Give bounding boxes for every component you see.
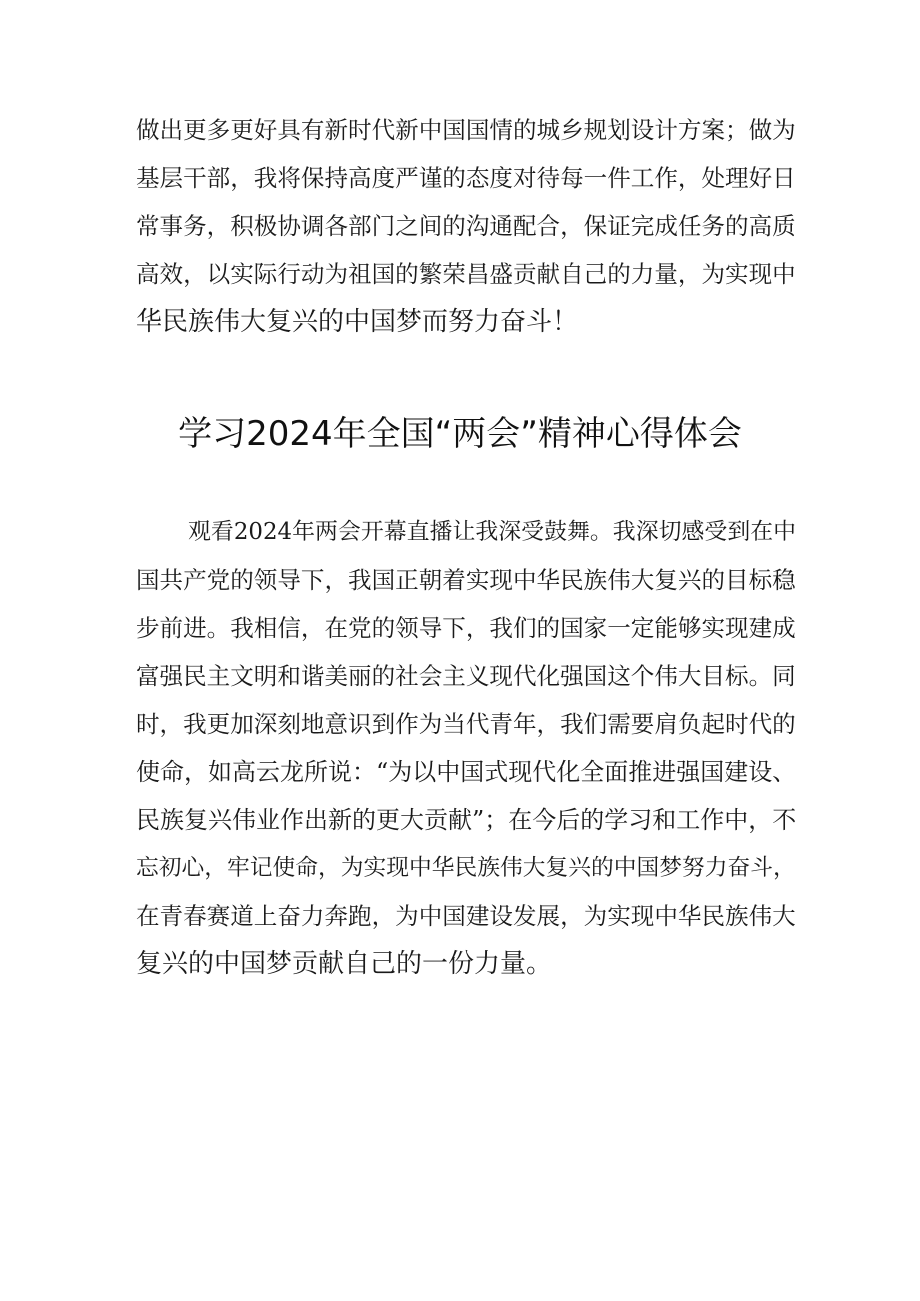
text-line: 时，我更加深刻地意识到作为当代青年，我们需要肩负起时代的 <box>136 710 796 738</box>
text-line: 富强民主文明和谐美丽的社会主义现代化强国这个伟大目标。同 <box>136 662 796 690</box>
text-line: 做出更多更好具有新时代新中国国情的城乡规划设计方案；做为 <box>136 116 796 144</box>
text-line: 观看2024年两会开幕直播让我深受鼓舞。我深切感受到在中 <box>188 519 797 545</box>
text-line: 基层干部，我将保持高度严谨的态度对待每一件工作，处理好日 <box>136 164 796 192</box>
text-line: 使命，如高云龙所说：“为以中国式现代化全面推进强国建设、 <box>136 758 797 786</box>
section-title: 学习2024年全国“两会”精神心得体会 <box>178 414 742 454</box>
text-line: 高效，以实际行动为祖国的繁荣昌盛贡献自己的力量，为实现中 <box>136 260 796 288</box>
text-line: 步前进。我相信，在党的领导下，我们的国家一定能够实现建成 <box>136 614 796 642</box>
text-line: 在青春赛道上奋力奔跑，为中国建设发展，为实现中华民族伟大 <box>136 902 796 930</box>
text-line: 国共产党的领导下，我国正朝着实现中华民族伟大复兴的目标稳 <box>136 566 796 594</box>
text-line: 复兴的中国梦贡献自己的一份力量。 <box>136 949 553 979</box>
text-line: 民族复兴伟业作出新的更大贡献”；在今后的学习和工作中，不 <box>136 806 797 834</box>
text-line: 常事务，积极协调各部门之间的沟通配合，保证完成任务的高质 <box>136 212 796 240</box>
text-line: 忘初心，牢记使命，为实现中华民族伟大复兴的中国梦努力奋斗， <box>136 855 796 881</box>
text-line: 华民族伟大复兴的中国梦而努力奋斗！ <box>136 307 579 337</box>
